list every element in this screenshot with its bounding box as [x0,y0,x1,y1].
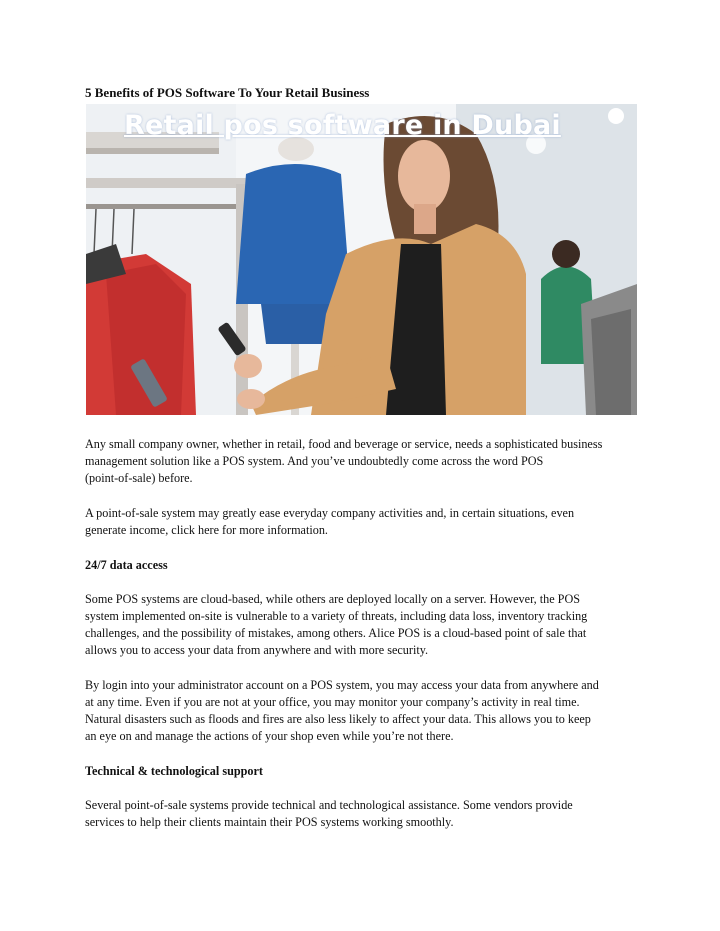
text-line: Several point-of-sale systems provide technical and technological assistance. Some vendors provide [85,798,573,812]
text-line: challenges, and the possibility of mistakes, among others. Alice POS is a cloud-based point of sale that [85,626,587,640]
text-line: services to help their clients maintain their POS systems working smoothly. [85,815,454,829]
text-line: Natural disasters such as floods and fires are also less likely to affect your data. This allows you to keep [85,712,591,726]
hero-photo-illustration [86,104,637,415]
text-line: A point-of-sale system may greatly ease everyday company activities and, in certain situations, even [85,506,575,520]
intro-paragraph [85,436,645,487]
text-line: (point-of-sale) before. [85,471,193,485]
data-access-paragraph-1 [85,591,645,659]
hero-image-caption: Retail pos software in Dubai [124,110,561,141]
text-line: generate income, click here for more information. [85,523,328,537]
text-line: at any time. Even if you are not at your office, you may monitor your company’s activity in real time. [85,695,580,709]
technical-support-paragraph [85,797,645,831]
text-line: system implemented on-site is vulnerable to a variety of threats, including data loss, inventory tracking [85,609,588,623]
section-heading-technical-support: Technical & technological support [85,764,263,778]
intro-paragraph-2 [85,505,645,539]
text-line: By login into your administrator account on a POS system, you may access your data from anywhere and [85,678,599,692]
data-access-paragraph-2 [85,677,645,745]
text-line: management solution like a POS system. And you’ve undoubtedly come across the word POS [85,454,544,468]
text-line: Any small company owner, whether in retail, food and beverage or service, needs a sophisticated business [85,437,603,451]
text-line: Some POS systems are cloud-based, while others are deployed locally on a server. However, the POS [85,592,581,606]
text-line: allows you to access your data from anywhere and with more security. [85,643,429,657]
section-heading-data-access: 24/7 data access [85,558,168,572]
text-line: an eye on and manage the actions of your shop even while you’re not there. [85,729,454,743]
document-title: 5 Benefits of POS Software To Your Retail Business [85,85,370,100]
hero-image [86,104,637,415]
